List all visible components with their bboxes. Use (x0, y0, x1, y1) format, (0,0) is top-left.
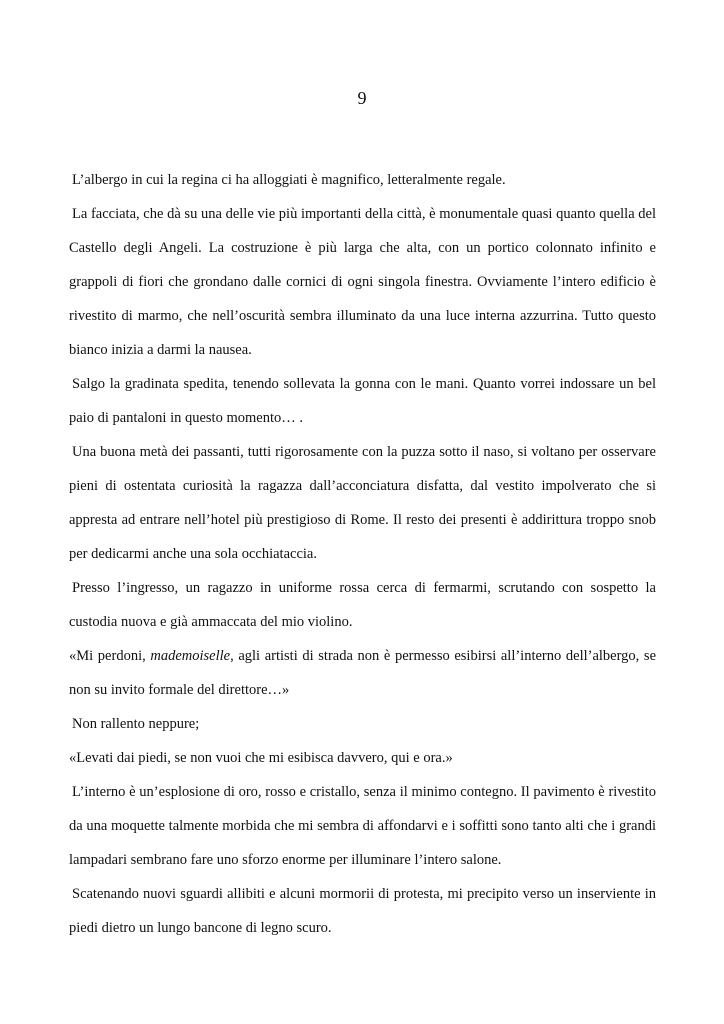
paragraph-3 (69, 367, 656, 435)
page-number: 9 (357, 88, 367, 108)
paragraph-7 (69, 707, 656, 741)
paragraph-5-text: Presso l’ingresso, un ragazzo in uniforme rossa cerca di fermarmi, scrutando con sospetto la custodia nuova e già ammaccata del mio violino. (69, 580, 656, 630)
paragraph-2 (69, 197, 656, 367)
paragraph-1-text: L’albergo in cui la regina ci ha alloggiati è magnifico, letteralmente regale. (72, 172, 506, 188)
paragraph-7-text: Non rallento neppure; (72, 716, 200, 732)
paragraph-6 (69, 639, 656, 707)
paragraph-8 (69, 741, 656, 775)
paragraph-10 (69, 877, 656, 945)
paragraph-6-text-a: «Mi perdoni, (69, 648, 151, 664)
paragraph-4-text: Una buona metà dei passanti, tutti rigorosamente con la puzza sotto il naso, si voltano per osservare pieni di ostentata curiosità la ragazza dall’acconciatura disfatta, dal vestito impolverato che si appresta ad entrare nell’hotel più prestigioso di Rome. Il resto dei presenti è addirittura troppo snob per dedicarmi anche una sola occhiataccia. (69, 444, 656, 562)
paragraph-3-text: Salgo la gradinata spedita, tenendo sollevata la gonna con le mani. Quanto vorrei indossare un bel paio di pantaloni in questo momento… . (69, 376, 656, 426)
paragraph-5 (69, 571, 656, 639)
paragraph-6-italic-word: mademoiselle (150, 648, 231, 664)
paragraph-8-text: «Levati dai piedi, se non vuoi che mi esibisca davvero, qui e ora.» (69, 750, 453, 766)
paragraph-2-text: La facciata, che dà su una delle vie più importanti della città, è monumentale quasi quanto quella del Castello degli Angeli. La costruzione è più larga che alta, con un portico colonnato infinito e grappoli di fiori che grondano dalle cornici di ogni singola finestra. Ovviamente l’intero edificio è rivestito di marmo, che nell’oscurità sembra illuminato da una luce interna azzurrina. Tutto questo bianco inizia a darmi la nausea. (69, 206, 656, 358)
paragraph-9 (69, 775, 656, 877)
paragraph-10-text: Scatenando nuovi sguardi allibiti e alcuni mormorii di protesta, mi precipito verso un inserviente in piedi dietro un lungo bancone di legno scuro. (69, 886, 656, 936)
paragraph-6-text-b: , agli artisti di strada non è permesso esibirsi all’interno dell’albergo, se non su invito formale del direttore…» (69, 648, 657, 698)
paragraph-4 (69, 435, 656, 571)
body-text (69, 163, 656, 945)
paragraph-9-text: L’interno è un’esplosione di oro, rosso e cristallo, senza il minimo contegno. Il pavimento è rivestito da una moquette talmente morbida che mi sembra di affondarvi e i soffitti sono tanto alti che i grandi lampadari sembrano fare uno sforzo enorme per illuminare l’intero salone. (69, 784, 656, 868)
paragraph-1 (69, 163, 656, 197)
